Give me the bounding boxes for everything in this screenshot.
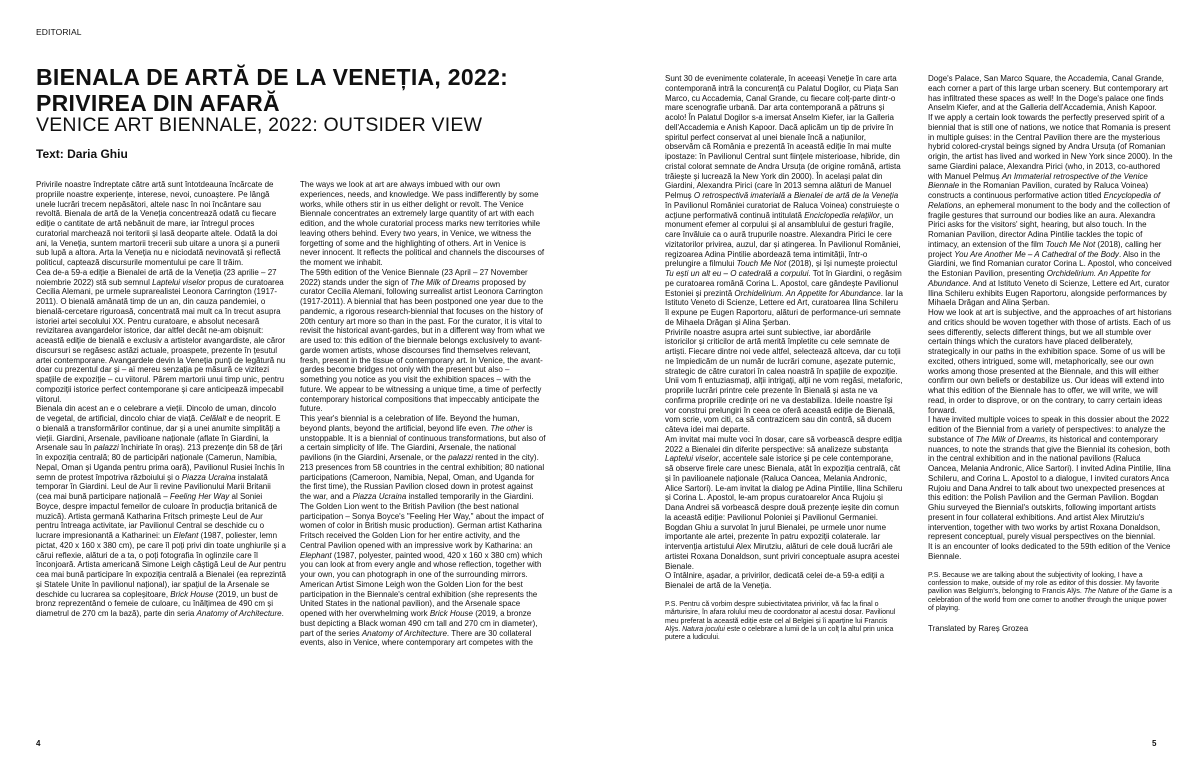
body-text: If we apply a certain look towards the perfectly preserved spirit of a biennial that is still one of nations, we notice that Romania is present in multiple guises: in the Central Pavilion there are the mysterious hybrid colored-crystal beings signed by Andra Ursuța (of Romanian origin, the artist has lived and worked in New York since 2000). In the same Giardini palace, Alexandra Pirici (who, in 2013, co-authored with Manuel Pelmuș bbox=[928, 113, 1173, 181]
italic-title-text: Celălalt bbox=[199, 414, 227, 423]
body-text: . Tot în Giardini, o regăsim pe curatoarea română Corina L. Apostol, care gândește Pavilionul Estoniei și prezintă bbox=[665, 269, 902, 298]
italic-title-text: Tu ești un alt eu – O catedrală a corpului bbox=[665, 269, 809, 278]
body-text: al Soniei Boyce, despre impactul femeilor de culoare în producția britanică de muzică). Artista germană Katharina Fritsch primește Leul de Aur pentru întreaga activitate, iar Pavilionul Central se deschide cu o lucrare impresionantă a Katharinei: un bbox=[36, 492, 278, 540]
body-text: . Also in the Giardini, we find Romanian curator Corina L. Apostol, who conceived the Estonian Pavilion, presenting bbox=[928, 249, 1172, 278]
article-title-english: VENICE ART BIENNALE, 2022: OUTSIDER VIEW bbox=[36, 114, 483, 136]
body-text: . There are 30 collateral events, also in Venice, where contemporary art competes with the bbox=[300, 628, 534, 648]
paragraph bbox=[928, 415, 1173, 542]
italic-title-text: An Immaterial retrospective of the Venice Biennale bbox=[928, 171, 1148, 191]
body-text: The 59th edition of the Venice Biennale (23 April – 27 November 2022) stands under the sign of bbox=[300, 267, 528, 287]
italic-title-text: Encyclopedia of Relations bbox=[928, 191, 1161, 210]
romanian-body bbox=[665, 74, 903, 591]
italic-title-text: Orchidelirium. An Appetite for Abundance bbox=[734, 288, 881, 298]
article-title-romanian: BIENALA DE ARTĂ DE LA VENEȚIA, 2022: PRIVIREA DIN AFARĂ bbox=[36, 64, 509, 116]
body-text: , accentele sale istorice și pe cele contemporane, să observe firele care unesc Bienala, atât în expoziția centrală, cât și în pavilioanele naționale (Raluca Oancea, Melania Andronic, Alice Sartori). Le-am invitat la dialog pe Adina Pintilie, Ilina Schileru și Corina L. Apostol, le-am propus curatoarelor Anca Rujoiu și Dana Andrei să vorbească despre două prezențe ieșite din comun la această ediție: Pavilionul Poloniei și Pavilionul Germaniei. Bogdan Ghiu a survolat în jurul Bienalei, pe urmele unor nume importante ale artei, prezente în patru expoziții colaterale. Iar intervenția artistului Alex Mirutziu, alături de cele două lucrări ale artistei Roxana Donaldson, sunt priviri conceptuale asupra acestei Bienale. bbox=[665, 454, 903, 571]
body-text: Privirile noastre asupra artei sunt subiective, iar abordările istoricilor și criticilor de artă merită împletite cu cele semnate de artiști. Fiecare dintre noi vede altfel, selectează altceva, dar cu toții ne împiedicăm de un număr de lucrări comune, așezate puternic, strategic de către curatori în calea noastră în spațiile de expoziție. Unii vom fi entuziasmați, alții intrigați, alții ne vom regăsi, metaforic, propriile lucrări printre cele prezente în Bienală și asta ne va confirma propriile credințe ori ne va destabiliza. Ideile noastre își vor construi prelungiri în ceea ce oferă această ediție de Bienală, vom scrie, vom citi, ca să contrazicem sau din contră, să ducem câteva idei mai departe. bbox=[665, 327, 903, 434]
paragraph bbox=[665, 74, 903, 328]
italic-title-text: Orchidelirium. An Appetite for Abundance bbox=[928, 269, 1151, 288]
italic-title-text: The Milk of Dreams bbox=[410, 277, 480, 287]
body-text: (2018), și își numește proiectul bbox=[786, 259, 898, 269]
italic-title-text: Elephant bbox=[300, 550, 332, 560]
body-text: in the Romanian Pavilion, curated by Raluca Voinea) constructs a continuous performative action titled bbox=[928, 181, 1149, 200]
body-text: este o celebrare a lumii de la un colț la altul prin unica putere a ludicului. bbox=[665, 625, 894, 642]
body-text: instalată temporar în Giardini. Leul de Aur îi revine Pavilionului Marii Britanii (cea mai bună participare națională – bbox=[36, 472, 271, 501]
body-text: This year's biennial is a celebration of life. Beyond the human, beyond plants, beyond the artificial, beyond life even. bbox=[300, 414, 520, 433]
italic-title-text: The other bbox=[490, 423, 525, 433]
italic-title-text: Laptelui viselor bbox=[152, 277, 206, 287]
body-text: închiriate în oraș). 213 prezențe din 58 de țări în expoziția centrală; 80 de participări naționale (Camerun, Namibia, Nepal, Oman și Uganda pentru prima oară), Pavilionul Rusiei închis în semn de protest împotriva războiului și o bbox=[36, 443, 285, 482]
italic-title-text: O retrospectivă imaterială a Bienalei de artă de la Veneția bbox=[693, 191, 899, 200]
english-postscript bbox=[928, 572, 1173, 614]
italic-title-text: Laptelui viselor bbox=[665, 454, 719, 464]
right-page bbox=[595, 0, 1190, 765]
italic-title-text: Piazza Ucraina bbox=[352, 492, 407, 501]
body-text: Doge's Palace, San Marco Square, the Accademia, Canal Grande, each corner a part of this large urban scenery. But contemporary art has infiltrated these spaces as well! In the Doge's palace one finds Anselm Kiefer, and at the Galleria dell'Accademia, Anish Kapoor. bbox=[928, 74, 1168, 113]
romanian-text-column-1 bbox=[36, 180, 286, 619]
paragraph bbox=[36, 180, 286, 268]
paragraph bbox=[928, 113, 1173, 308]
paragraph bbox=[665, 328, 903, 435]
body-text: , its historical and contemporary nuances, to note the strands that give the Biennial its cohesion, both in the central exhibition and in the national pavilions (Raluca Oancea, Melania Andronic, Alice Sartori). I invited Adina Pintilie, Ilina Schileru, and Corina L. Apostol to a dialogue, I invited curators Anca Rujoiu and Dana Andrei to talk about two unexpected presences at this edition: the Polish Pavilion and the German Pavilion. Bogdan Ghiu surveyed the Biennial's outskirts, following important artists present in four collateral exhibitions. And artist Alex Mirutziu's intervention, together with two works by artist Roxana Donaldson, represent conceptual, purely visual perspectives on the biennial. bbox=[928, 434, 1171, 542]
body-text: . Iar la Istituto Veneto di Scienze, Lettere ed Art, curatoarea Ilina Schileru îl expune pe Eugen Raportoru, alături de performance-uri semnate de Mihaela Drăgan și Alina Șerban. bbox=[665, 288, 903, 327]
paragraph bbox=[665, 435, 903, 572]
body-text: P.S. Pentru că vorbim despre subiectivitatea privirilor, vă fac la final o mărturisire, în afara rolului meu de coordonator al acestui dosar. Pavilionul meu preferat la această ediție este cel al Belgiei și îi aparține lui Francis Alÿs. bbox=[665, 600, 896, 633]
body-text: în Pavilionul României curatoriat de Raluca Voinea) construiește o acțiune performativă continuă intitulată bbox=[665, 200, 900, 220]
italic-title-text: The Nature of the Game bbox=[1083, 588, 1160, 596]
body-text: Cea de-a 59-a ediție a Bienalei de artă de la Veneția (23 aprilie – 27 noiembrie 2022) stă sub semnul bbox=[36, 267, 277, 287]
body-text: Privirile noastre îndreptate către artă sunt întotdeauna încărcate de propriile noastre experiențe, interese, nevoi, cunoaștere. Pe lângă unele lucrări trecem nepăsători, altele nasc în noi încântare sau revoltă. Bienala de artă de la Veneția concentrează odată cu fiecare ediție o cantitate de artă nebănuit de mare, iar întregul proces curatorial marchează noi teritorii și lasă deoparte altele. Odată la doi ani, la Veneția, suntem martorii trecerii sub uitare a unora și a punerii sub lupă a altora. Arta la Veneția nu e niciodată nevinovată și reflectă politicul, captează discursurile momentului pe care îl trăim. bbox=[36, 180, 281, 267]
italic-title-text: Brick House bbox=[429, 609, 473, 618]
italic-title-text: Feeling Her Way bbox=[169, 492, 230, 501]
body-text: Sunt 30 de evenimente colaterale, în aceeași Veneție în care arta contemporană intră la concurență cu Palatul Dogilor, cu Piața San Marco, cu Accademia, Canal Grande, cu fiecare colț-parte dintr-o mare scenografie urbană. Dar arta contemporană a pătruns și acolo! În Palatul Dogilor s-a imersat Anselm Kiefer, iar la Galleria dell'Accademia e Anish Kapoor. Dacă aplicăm un tip de privire în spiritul perfect conservat al unei bienale încă a națiunilor, observăm că România e prezentă în această ediție în mai multe ipostaze: în Pavilionul Central sunt ființele misterioase, hibride, din cristal colorat semnate de Andra Ursuța (de origine română, artista trăiește și lucrează la New York din 2000). În același palat din Giardini, Alexandra Pirici (care în 2013 semna alături de Manuel Pelmuș bbox=[665, 74, 901, 200]
paragraph bbox=[928, 74, 1173, 113]
body-text: installed temporarily in the Giardini. The Golden Lion went to the British Pavilion (the best national participation – Sonya Boyce's "Feeling Her Way," about the impact of women of color in British music production). German artist Katharina Fritsch received the Golden Lion for her entire activity, and the Central Pavilion opened with an impressive work by Katharina: an bbox=[300, 492, 544, 550]
body-text: I have invited multiple voices to speak in this dossier about the 2022 edition of the Biennial from a variety of perspectives: to analyze the substance of bbox=[928, 415, 1170, 444]
body-text: is unstoppable. It is a biennial of continuous transformations, but also of a certain simplicity of life. The Giardini, Arsenale, the national pavilions (in the Giardini, Arsenale, or the bbox=[300, 423, 546, 462]
body-text: e de neoprit. E o bienală a transformărilor continue, dar și a unei anumite simplități a vieții. Giardini, Arsenale, pavilioane naționale (aflate în Giardini, la Arsenale sau în bbox=[36, 414, 281, 453]
body-text: (2018), calling her project bbox=[928, 239, 1162, 259]
body-text: propus de curatoarea Cecilia Alemani, pe urmele suprarealistei Leonora Carrington (1917-2011). O bienală amânată timp de un an, din cauza pandemiei, o bienală-cercetare riguroasă, concentrată mai mult ca în trecut asupra istoriei artei secolului XX. Pentru curatoare, e absolut necesară revizitarea avangardelor istorice, dar altfel decât ne-am obișnuit: această ediție de bienală e exclusiv a artistelor avangardiste, ale căror discursuri se regăsesc astăzi actuale, proaspete, prezente în țesutul artei contemporane. Avangardele devin la Veneția punți de legătură nu doar cu prezentul dar și – aï mereu senzația pe măsură ce vizitezi spațiile de expoziție – cu viitorul. Părem martorii unui timp unic, pentru compoziții istorice perfect contemporane și care anticipează impecabil viitorul. bbox=[36, 277, 286, 404]
body-text: , un monument efemer al corpului și al ansamblului de gesturi fragile, care învăluie ca o aură trupurile noastre. Alexandra Pirici le cere vizitatorilor privirea, auzul, dar și atingerea. În Pavilionul României, regizoarea Adina Pintilie abordează tema intimității, într-o prelungire a filmului bbox=[665, 210, 901, 269]
section-label: EDITORIAL bbox=[36, 27, 82, 37]
page-number-right: 5 bbox=[1152, 739, 1157, 748]
paragraph bbox=[300, 268, 546, 414]
italic-title-text: Touch Me Not bbox=[736, 259, 787, 269]
body-text: (2019, a bronze bust depicting a Black woman 490 cm tall and 270 cm in diameter), part of the series bbox=[300, 609, 538, 638]
body-text: is a celebration of the world from one corner to another through the unique power of playing. bbox=[928, 588, 1173, 613]
paragraph bbox=[300, 180, 546, 268]
body-text: (1987, poliester, lemn pictat, 420 x 160 x 380 cm), pe care îl poți privi din toate unghiurile și a cărui reflexie, alături de a ta, o poți fotografia în oglinzile care îl înconjoară. Artista americană Simone Leigh câștigă Leul de Aur pentru cea mai bună participare în expoziția centrală a Bienalei (ea reprezintă și Statele Unite în pavilionul național), iar spațiul de la Arsenale se deschide cu lucrarea sa copleșitoare, bbox=[36, 531, 286, 599]
body-text: (2019, un bust de bronz reprezentând o femeie de culoare, cu înălțimea de 490 cm și diametrul de 270 cm la bază), parte din seria bbox=[36, 589, 278, 618]
body-text: (1987, polyester, painted wood, 420 x 160 x 380 cm) which you can look at from every angle and whose reflection, together with your own, you can photograph in one of the surrounding mirrors. American Artist Simone Leigh won the Golden Lion for the best participation in the Biennale's central exhibition (she represents the United States in the national pavilion), and the Arsenale space opened with her overwhelming work bbox=[300, 550, 543, 618]
italic-title-text: The Milk of Dreams bbox=[975, 434, 1045, 444]
paragraph bbox=[928, 542, 1173, 562]
body-text: , an ephemeral monument to the body and the collection of fragile gestures that surround our bodies like an aura. Alexandra Pirici asks for the visitors' sight, hearing, but also touch. In the Romanian Pavilion, director Adina Pintilie tackles the topic of intimacy, an extension of the film bbox=[928, 200, 1170, 249]
body-text: Am invitat mai multe voci în dosar, care să vorbească despre ediția 2022 a Bienalei din diferite perspective: să analizeze substanța bbox=[665, 434, 902, 454]
paragraph bbox=[928, 308, 1173, 415]
romanian-text-column-2 bbox=[665, 74, 903, 643]
body-text: It is an encounter of looks dedicated to the 59th edition of the Venice Biennale. bbox=[928, 542, 1171, 561]
paragraph bbox=[36, 404, 286, 619]
italic-title-text: palazzi bbox=[93, 443, 119, 453]
italic-title-text: Anatomy of Architecture bbox=[196, 609, 282, 618]
paragraph bbox=[36, 268, 286, 405]
body-text: Bienala din acest an e o celebrare a vieții. Dincolo de uman, dincolo de vegetal, de artificial, dincolo chiar de viață. bbox=[36, 404, 277, 423]
body-text: proposed by curator Cecilia Alemani, following surrealist artist Leonora Carrington (1917-2011). A biennial that has been postponed one year due to the pandemic, a rigorous research-biennial that focuses on the history of 20th century art more so than in the past. For the curator, it is vital to revisit the historical avant-gardes, but in a different way from what we are used to: this edition of the biennale belongs exclusively to avant-garde women artists, whose discourses find themselves relevant, fresh, present in the tissue of contemporary art. In Venice, the avant-gardes become bridges not only with the present but also – something you notice as you visit the exhibition spaces – with the future. We appear to be witnessing a unique time, a time of perfectly contemporary historical compositions that impeccably anticipate the future. bbox=[300, 277, 545, 414]
italic-title-text: Natura jocului bbox=[682, 625, 725, 633]
italic-title-text: You Are Another Me – A Cathedral of the Body bbox=[954, 249, 1119, 259]
paragraph bbox=[665, 571, 903, 591]
english-text-column-1 bbox=[300, 180, 546, 648]
body-text: How we look at art is subjective, and the approaches of art historians and critics should be woven together with those of artists. Each of us sees differently, selects different things, but we all stumble over certain things which the curators have placed deliberately, strategically in our paths in the exhibition space. Some of us will be excited, others intrigued, some will, metaphorically, see our own works among those presented at the Biennale, and this will either confirm our own beliefs or destabilize us. Our ideas will extend into what this edition of the Biennale has to offer, we will write, we will read, in order to disprove, or on the contrary, to carry certain ideas forward. bbox=[928, 308, 1172, 415]
italic-title-text: palazzi bbox=[448, 453, 473, 462]
italic-title-text: Piazza Ucraina bbox=[181, 472, 236, 482]
body-text: . bbox=[281, 609, 284, 618]
italic-title-text: Elefant bbox=[173, 531, 199, 540]
translator-credit: Translated by Rareș Grozea bbox=[928, 623, 1029, 633]
body-text: O întâlnire, așadar, a privirilor, dedicată celei de-a 59-a ediții a Bienalei de artă de la Veneția. bbox=[665, 571, 885, 590]
romanian-postscript bbox=[665, 601, 903, 643]
italic-title-text: Anatomy of Architecture bbox=[361, 628, 447, 638]
author-byline: Text: Daria Ghiu bbox=[36, 147, 128, 161]
italic-title-text: Touch Me Not bbox=[1045, 239, 1096, 249]
body-text: rented in the city). 213 presences from 58 countries in the central exhibition; 80 national participations (Cameroon, Namibia, Nepal, Oman, and Uganda for the first time), the Russian Pavilion closed down in protest against the war, and a bbox=[300, 453, 545, 501]
english-text-column-2 bbox=[928, 74, 1173, 633]
paragraph bbox=[300, 414, 546, 648]
body-text: P.S. Because we are talking about the subjectivity of looking, I have a confession to make, outside of my role as editor of this dossier. My favorite pavilion was Belgium's, belonging to Francis Alÿs. bbox=[928, 571, 1160, 596]
italic-title-text: Brick House bbox=[170, 589, 214, 599]
body-text: The ways we look at art are always imbued with our own experiences, needs, and knowledge. We pass indifferently by some works, while others stir in us either delight or revolt. The Venice Biennale concentrates an extremely large quantity of art with each edition, and the whole curatorial process marks new territories while leaving others behind. Every two years, in Venice, we witness the forgetting of some and the highlighting of others. Art in Venice is never innocent. It reflects the political and channels the discourses of the moment we inhabit. bbox=[300, 180, 545, 267]
body-text: . And at Istituto Veneto di Scienze, Lettere ed Art, curator Ilina Schileru exhibits Eugen Raportoru, alongside performances by Mihaela Drăgan and Alina Șerban. bbox=[928, 278, 1170, 308]
english-body bbox=[928, 74, 1173, 562]
page-number-left: 4 bbox=[36, 739, 41, 748]
italic-title-text: Enciclopedia relațiilor bbox=[804, 210, 880, 220]
